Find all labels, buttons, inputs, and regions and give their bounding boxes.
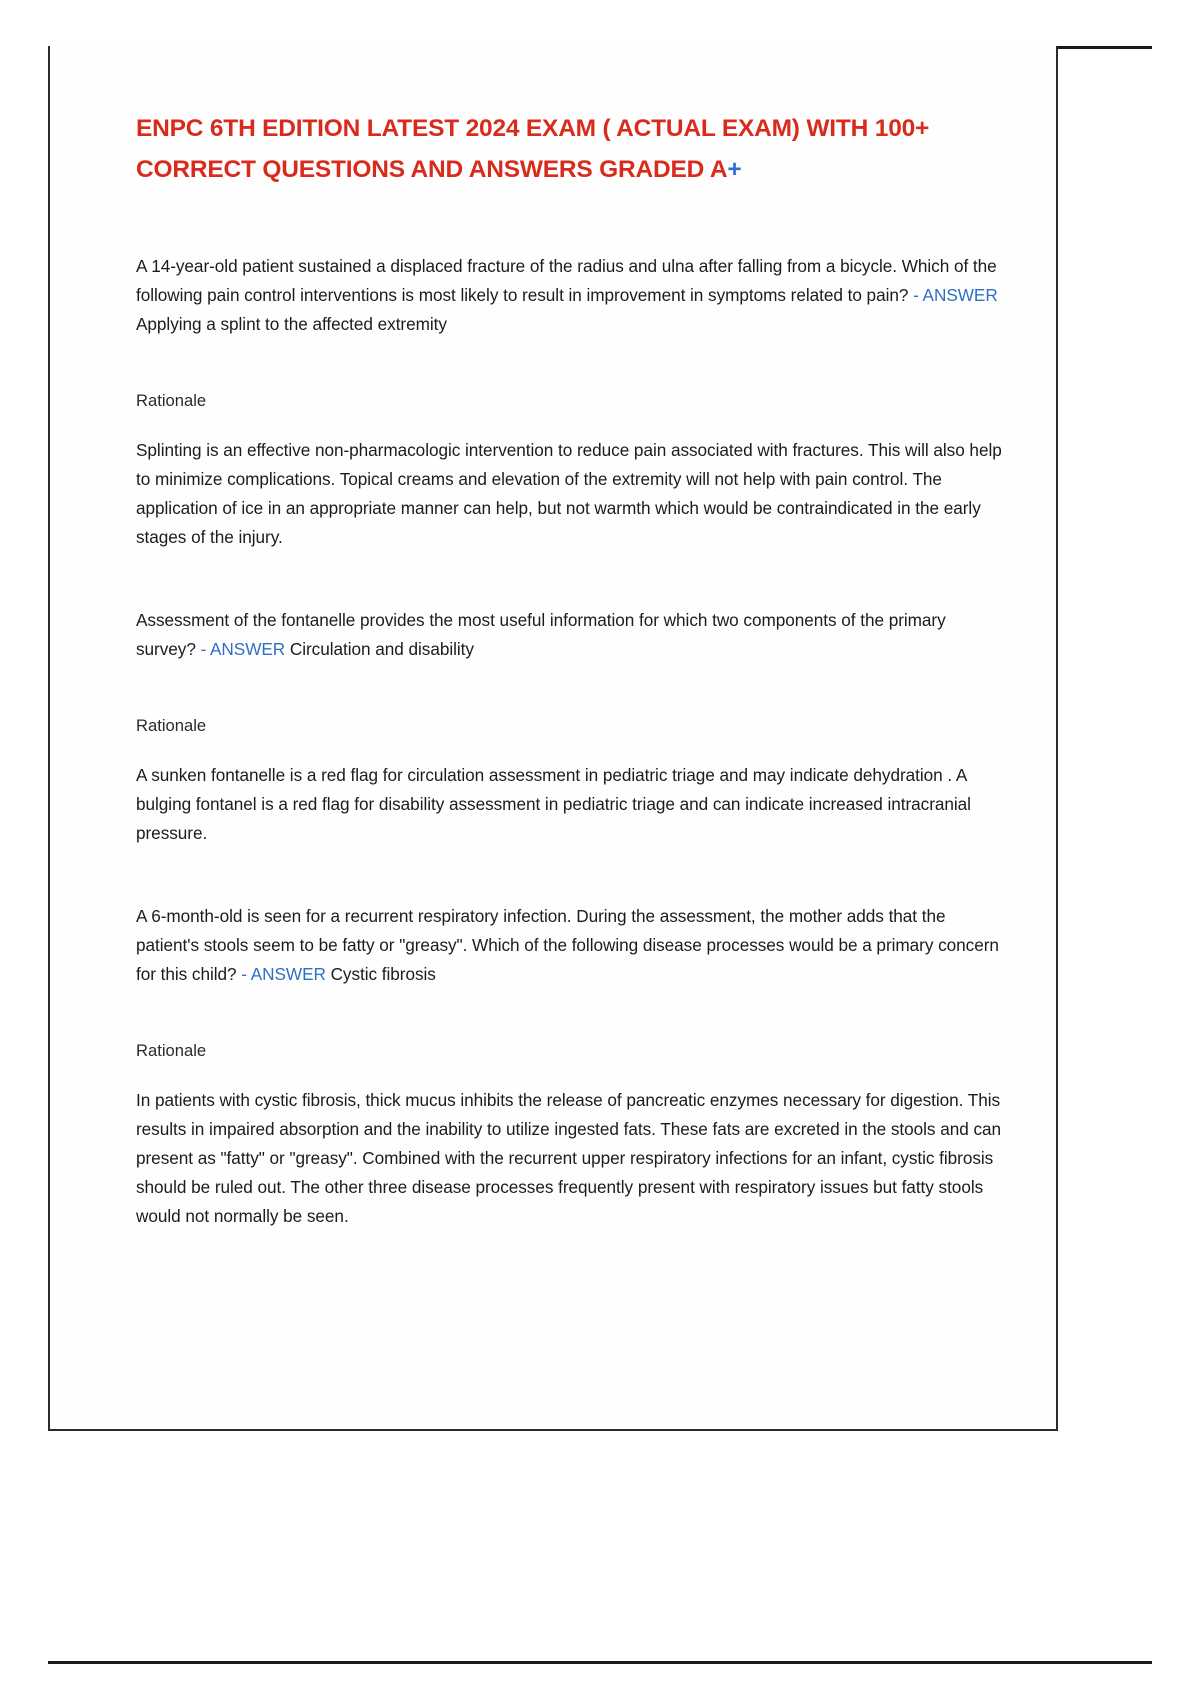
page-title-plus: + xyxy=(727,156,742,183)
qa-block xyxy=(136,902,1016,1231)
rationale-heading: Rationale xyxy=(136,1041,207,1060)
qa-block xyxy=(136,606,1016,848)
answer-dash: - xyxy=(200,639,211,659)
question-text xyxy=(136,252,1008,339)
question-text xyxy=(136,902,1008,989)
question-body: Assessment of the fontanelle provides the most useful information for which two components of the primary survey? xyxy=(136,610,946,659)
document-page xyxy=(48,46,1058,1431)
question-body: A 6-month-old is seen for a recurrent respiratory infection. During the assessment, the mother adds that the patient's stools seem to be fatty or "greasy". Which of the following disease processes would be a primary concern for this child? xyxy=(136,906,999,984)
rationale-text: A sunken fontanelle is a red flag for circulation assessment in pediatric triage and may indicate dehydration . A bulging fontanel is a red flag for disability assessment in pediatric triage and can indicate increased intracranial pressure. xyxy=(136,765,971,843)
answer-dash: - xyxy=(913,285,923,305)
rationale-heading: Rationale xyxy=(136,716,207,735)
page-title-line-2: CORRECT QUESTIONS AND ANSWERS GRADED A xyxy=(136,156,728,183)
bottom-rule-divider xyxy=(48,1661,1152,1664)
answer-text: Cystic fibrosis xyxy=(325,964,436,984)
answer-label: ANSWER xyxy=(922,285,998,305)
rationale-text: In patients with cystic fibrosis, thick mucus inhibits the release of pancreatic enzymes necessary for digestion. This results in impaired absorption and the inability to utilize ingested fats. These fats are excreted in the stools and can present as "fatty" or "greasy". Combined with the recurrent upper respiratory infections for an infant, cystic fibrosis should be ruled out. The other three disease processes frequently present with respiratory issues but fatty stools would not normally be seen. xyxy=(136,1090,1002,1226)
answer-text: Applying a splint to the affected extremity xyxy=(136,314,447,334)
page-title-line-1: ENPC 6TH EDITION LATEST 2024 EXAM ( ACTUAL EXAM) WITH 100+ xyxy=(136,115,930,142)
question-text xyxy=(136,606,1008,664)
page-title xyxy=(136,108,1006,190)
answer-label: ANSWER xyxy=(250,964,326,984)
answer-text: Circulation and disability xyxy=(285,639,474,659)
page-content xyxy=(136,108,1016,1231)
answer-label: ANSWER xyxy=(210,639,286,659)
rationale-text: Splinting is an effective non-pharmacologic intervention to reduce pain associated with fractures. This will also help to minimize complications. Topical creams and elevation of the extremity will not help with pain control. The application of ice in an appropriate manner can help, but not warmth which would be contraindicated in the early stages of the injury. xyxy=(136,440,1002,547)
answer-dash: - xyxy=(241,964,251,984)
question-body: A 14-year-old patient sustained a displaced fracture of the radius and ulna after falling from a bicycle. Which of the following pain control interventions is most likely to result in improvement in symptoms related to pain? xyxy=(136,256,997,305)
rationale-heading: Rationale xyxy=(136,391,207,410)
qa-block xyxy=(136,252,1016,552)
